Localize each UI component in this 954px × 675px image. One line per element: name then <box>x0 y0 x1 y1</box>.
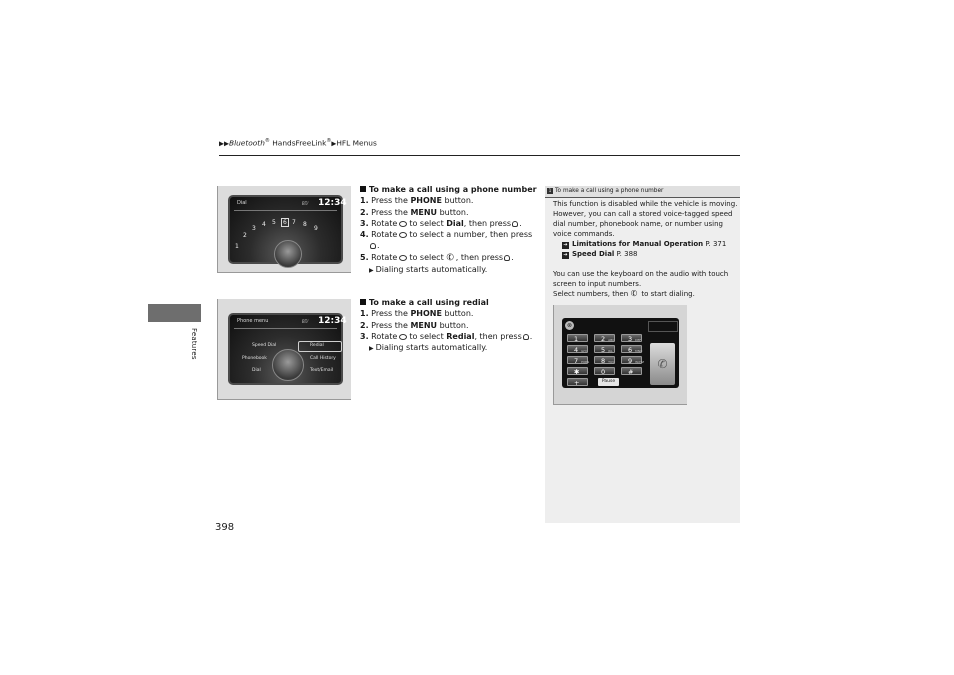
screen-divider <box>234 328 337 329</box>
press-knob-icon <box>370 243 376 249</box>
keypad-key: 0 <box>594 367 615 375</box>
breadcrumb <box>219 138 377 147</box>
keypad-key: 4 GHI <box>567 345 588 353</box>
number-display-box <box>648 321 678 332</box>
call-key-phone-icon: ✆ <box>650 343 675 385</box>
rotate-knob-icon <box>399 232 407 238</box>
note-text: screen to input numbers. <box>553 280 642 288</box>
step-text: Press the <box>371 207 411 217</box>
step-text: button. <box>441 309 474 319</box>
keypad-key: 6 MNO <box>621 345 642 353</box>
step-text: Rotate <box>371 331 398 341</box>
step-4-cont: . <box>360 240 537 251</box>
rotate-knob-icon <box>399 221 407 227</box>
step-text: button. <box>437 320 469 330</box>
dial-digit: 6 <box>283 219 287 226</box>
menu-item-speed-dial: Speed Dial <box>252 343 277 348</box>
note-text: dial number, phonebook name, or number using <box>553 220 723 228</box>
breadcrumb-handsfreelink: HandsFreeLink <box>269 138 327 148</box>
bluetooth-icon: BT⁄ <box>302 201 308 206</box>
step-text: Press the <box>371 309 411 319</box>
step-text: button. <box>437 207 469 217</box>
note-text-part: to start dialing. <box>641 290 695 298</box>
dial-digit: 1 <box>235 243 239 250</box>
keypad-key: 8 TUV <box>594 356 615 364</box>
step-text: Press the <box>371 320 411 330</box>
keypad-key: 1 <box>567 334 588 342</box>
menu-item-redial: Redial <box>310 343 324 348</box>
keypad-screen <box>562 318 679 388</box>
screen-clock: 12:34 <box>318 198 347 208</box>
cross-reference-arrow-icon: ➔ <box>563 252 568 258</box>
step-text: Rotate <box>371 252 398 262</box>
screen-clock: 12:34 <box>318 316 347 326</box>
button-name: MENU <box>410 320 438 330</box>
note-text: However, you can call a stored voice-tagged speed <box>553 210 733 218</box>
clear-icon: ⊗ <box>566 322 573 329</box>
breadcrumb-reg: ® <box>264 138 270 144</box>
step-number: 1. <box>360 309 369 319</box>
step-1 <box>360 195 537 206</box>
dial-digit: 5 <box>272 219 276 226</box>
phone-handset-icon: ✆ <box>445 251 457 264</box>
step-text: to select <box>409 252 444 262</box>
note-rule <box>545 197 740 198</box>
breadcrumb-arrow-icon: ▶ <box>331 139 337 148</box>
step-text: Rotate <box>371 230 398 240</box>
rotate-knob-icon <box>399 255 407 261</box>
step-text: to select a number, then press <box>409 230 533 240</box>
bluetooth-icon: BT⁄ <box>302 319 308 324</box>
step-number: 4. <box>360 230 369 240</box>
keypad-key: 5 JKL <box>594 345 615 353</box>
step-text: Rotate <box>371 218 398 228</box>
dial-digit: 3 <box>252 225 256 232</box>
menu-item-text-email: Text/Email <box>310 368 334 373</box>
step-text: , then press <box>474 331 522 341</box>
step-5: 5. Rotate to select ✆, then press . <box>360 251 514 264</box>
step-text: button. <box>441 196 474 206</box>
square-bullet-icon <box>360 186 366 192</box>
note-panel <box>545 186 740 523</box>
dial-instructions <box>360 184 537 276</box>
rotate-knob-icon <box>399 334 407 340</box>
keypad-key: # <box>621 367 642 375</box>
step-text: Press the <box>371 196 411 206</box>
dial-screen <box>228 195 347 264</box>
result-text: Dialing starts automatically. <box>375 265 488 275</box>
pause-key: Pause <box>598 378 619 386</box>
note-text: This function is disabled while the vehicle is moving. <box>553 200 738 208</box>
keypad-key: 7 PQRS <box>567 356 588 364</box>
keypad-key: 2 ABC <box>594 334 615 342</box>
header-rule <box>219 155 740 156</box>
step-result <box>360 264 537 276</box>
note-text: You can use the keyboard on the audio with touch <box>553 270 729 278</box>
note-text-part: Select numbers, then <box>553 290 629 298</box>
phone-handset-icon: ✆ <box>629 288 640 299</box>
selector-knob <box>274 240 302 268</box>
cross-reference-speed-dial[interactable] <box>562 249 638 259</box>
step-text: , then press <box>463 218 512 228</box>
step-number: 5. <box>360 252 369 262</box>
section-heading <box>360 297 532 308</box>
phone-menu-screen <box>228 313 347 385</box>
press-knob-icon <box>512 221 518 227</box>
menu-item-dial: Dial <box>252 368 261 373</box>
screen-title: Phone menu <box>237 318 269 324</box>
step-3: 3. Rotate to select Dial, then press . <box>360 218 522 228</box>
step-text: , then press <box>455 252 504 262</box>
button-name: PHONE <box>410 309 442 319</box>
menu-item-call-history: Call History <box>310 356 336 361</box>
step-number: 1. <box>360 196 369 206</box>
keypad-key: + <box>567 378 588 386</box>
step-number: 2. <box>360 207 369 217</box>
note-text <box>553 289 695 299</box>
page-number: 398 <box>215 522 235 533</box>
dial-digit: 2 <box>243 232 247 239</box>
step-number: 2. <box>360 320 369 330</box>
dial-digit: 4 <box>262 221 266 228</box>
dial-screen-image <box>217 186 351 273</box>
button-name: PHONE <box>410 196 442 206</box>
dial-digit: 8 <box>303 221 307 228</box>
square-bullet-icon <box>360 299 366 305</box>
step-number: 3. <box>360 331 369 341</box>
step-1 <box>360 308 532 319</box>
chapter-tab <box>148 304 201 322</box>
step-number: 3. <box>360 218 369 228</box>
screen-divider <box>234 210 337 211</box>
result-arrow-icon: ▶ <box>369 345 374 353</box>
cross-reference-limitations[interactable] <box>562 239 726 249</box>
breadcrumb-hfl-menus: HFL Menus <box>336 138 377 148</box>
press-knob-icon <box>504 255 510 261</box>
note-heading-text: To make a call using a phone number <box>555 188 664 194</box>
screen-title: Dial <box>237 200 247 206</box>
step-2 <box>360 320 532 331</box>
step-3: 3. Rotate to select Redial, then press . <box>360 331 533 341</box>
breadcrumb-arrow-icon: ▶▶ <box>219 139 229 148</box>
breadcrumb-bluetooth: Bluetooth <box>229 138 265 148</box>
dial-digit: 7 <box>292 219 296 226</box>
chapter-label: Features <box>190 328 198 360</box>
keypad-key: 3 DEF <box>621 334 642 342</box>
phone-menu-screen-image <box>217 299 351 400</box>
xref-page: P. 371 <box>703 240 727 248</box>
selector-knob <box>272 349 304 381</box>
step-result <box>360 342 532 354</box>
cross-reference-arrow-icon: ➔ <box>563 242 568 248</box>
note-icon: 1 <box>548 188 552 193</box>
result-arrow-icon: ▶ <box>369 267 374 275</box>
menu-name: Redial <box>446 331 475 341</box>
xref-title: Speed Dial <box>572 250 615 258</box>
dial-digit: 9 <box>314 225 318 232</box>
button-name: MENU <box>410 207 438 217</box>
xref-page: P. 388 <box>614 250 638 258</box>
xref-title: Limitations for Manual Operation <box>572 240 704 248</box>
menu-item-phonebook: Phonebook <box>242 356 267 361</box>
step-4 <box>360 229 537 240</box>
result-text: Dialing starts automatically. <box>375 343 488 353</box>
heading-text: To make a call using redial <box>369 298 489 307</box>
step-text: to select <box>409 331 447 341</box>
keypad-screen-image <box>553 305 687 405</box>
press-knob-icon <box>523 334 529 340</box>
section-heading <box>360 184 537 195</box>
note-text: voice commands. <box>553 230 615 238</box>
heading-text: To make a call using a phone number <box>369 185 537 194</box>
step-text: to select <box>409 218 447 228</box>
redial-instructions <box>360 297 532 354</box>
breadcrumb-reg2: ® <box>326 138 332 144</box>
menu-name: Dial <box>446 218 464 228</box>
step-2 <box>360 207 537 218</box>
keypad-key: 9 WXYZ <box>621 356 642 364</box>
keypad-key: ✱ <box>567 367 588 375</box>
note-heading <box>545 186 740 197</box>
